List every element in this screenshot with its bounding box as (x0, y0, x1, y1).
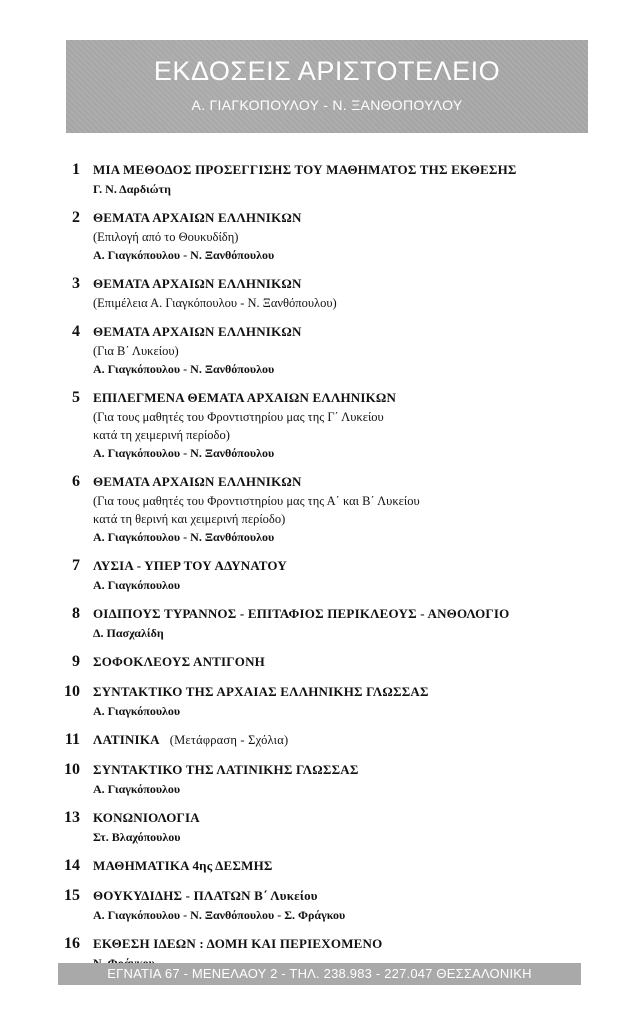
publisher-header (66, 40, 588, 133)
book-title: ΛΑΤΙΝΙΚΑ (93, 732, 160, 747)
book-author: Α. Γιαγκόπουλου - Ν. Ξανθόπουλου (93, 446, 275, 460)
book-author: Γ. Ν. Δαρδιώτη (93, 182, 171, 196)
book-title-line (93, 730, 608, 750)
book-note: (Για τους μαθητές του Φροντιστηρίου μας της Α΄ και Β΄ Λυκείου (93, 494, 420, 508)
book-author: Α. Γιαγκόπουλου - Ν. Ξανθόπουλου (93, 248, 275, 262)
book-title: ΣΟΦΟΚΛΕΟΥΣ ΑΝΤΙΓΟΝΗ (93, 654, 265, 669)
book-author: Α. Γιαγκόπουλου - Ν. Ξανθόπουλου (93, 362, 275, 376)
book-title: ΘΕΜΑΤΑ ΑΡΧΑΙΩΝ ΕΛΛΗΝΙΚΩΝ (93, 474, 302, 489)
book-item (48, 556, 608, 594)
book-item (48, 682, 608, 720)
book-title: ΕΠΙΛΕΓΜΕΝΑ ΘΕΜΑΤΑ ΑΡΧΑΙΩΝ ΕΛΛΗΝΙΚΩΝ (93, 390, 397, 405)
book-title: ΘΕΜΑΤΑ ΑΡΧΑΙΩΝ ΕΛΛΗΝΙΚΩΝ (93, 324, 302, 339)
book-item (48, 652, 608, 672)
book-note: (Επιλογή από το Θουκυδίδη) (93, 230, 239, 244)
book-title: ΜΑΘΗΜΑΤΙΚΑ 4ης ΔΕΣΜΗΣ (93, 858, 273, 873)
book-number: 14 (64, 857, 80, 874)
book-number: 3 (72, 275, 80, 292)
publisher-authors: Α. ΓΙΑΓΚΟΠΟΥΛΟΥ - Ν. ΞΑΝΘΟΠΟΥΛΟΥ (191, 97, 463, 113)
book-note: κατά τη χειμερινή περίοδο) (93, 428, 230, 442)
book-author: Στ. Βλαχόπουλου (93, 830, 181, 844)
book-number: 8 (72, 605, 80, 622)
book-title: ΘΕΜΑΤΑ ΑΡΧΑΙΩΝ ΕΛΛΗΝΙΚΩΝ (93, 276, 302, 291)
book-note: κατά τη θερινή και χειμερινή περίοδο) (93, 512, 286, 526)
book-author: Α. Γιαγκόπουλου (93, 782, 181, 796)
book-number: 2 (72, 209, 80, 226)
book-author: Α. Γιαγκόπουλου - Ν. Ξανθόπουλου - Σ. Φράγκου (93, 908, 346, 922)
book-item (48, 856, 608, 876)
book-title: ΣΥΝΤΑΚΤΙΚΟ ΤΗΣ ΛΑΤΙΝΙΚΗΣ ΓΛΩΣΣΑΣ (93, 762, 359, 777)
book-item (48, 208, 608, 264)
footer-address: ΕΓΝΑΤΙΑ 67 - ΜΕΝΕΛΑΟΥ 2 - ΤΗΛ. 238.983 - 227.047 ΘΕΣΣΑΛΟΝΙΚΗ (58, 963, 581, 985)
book-item (48, 472, 608, 546)
book-title: ΘΕΜΑΤΑ ΑΡΧΑΙΩΝ ΕΛΛΗΝΙΚΩΝ (93, 210, 302, 225)
book-number: 10 (64, 683, 80, 700)
book-author: Α. Γιαγκόπουλου (93, 704, 181, 718)
book-title: ΕΚΘΕΣΗ ΙΔΕΩΝ : ΔΟΜΗ ΚΑΙ ΠΕΡΙΕΧΟΜΕΝΟ (93, 936, 383, 951)
book-number: 10 (64, 761, 80, 778)
book-item (48, 760, 608, 798)
book-note: (Για τους μαθητές του Φροντιστηρίου μας της Γ΄ Λυκείου (93, 410, 384, 424)
book-number: 9 (72, 653, 80, 670)
book-item (48, 388, 608, 462)
book-number: 7 (72, 557, 80, 574)
publisher-name: ΕΚΔΟΣΕΙΣ ΑΡΙΣΤΟΤΕΛΕΙΟ (153, 56, 501, 86)
book-item (48, 274, 608, 312)
book-author: Δ. Πασχαλίδη (93, 626, 164, 640)
book-title: ΟΙΔΙΠΟΥΣ ΤΥΡΑΝΝΟΣ - ΕΠΙΤΑΦΙΟΣ ΠΕΡΙΚΛΕΟΥΣ - ΑΝΘΟΛΟΓΙΟ (93, 606, 510, 621)
book-item (48, 604, 608, 642)
book-subnote: (Μετάφραση - Σχόλια) (169, 733, 289, 747)
book-item (48, 808, 608, 846)
book-list (48, 160, 608, 982)
book-note: (Επιμέλεια Α. Γιαγκόπουλου - Ν. Ξανθόπουλου) (93, 296, 337, 310)
book-number: 16 (64, 935, 80, 952)
book-title: ΜΙΑ ΜΕΘΟΔΟΣ ΠΡΟΣΕΓΓΙΣΗΣ ΤΟΥ ΜΑΘΗΜΑΤΟΣ ΤΗΣ ΕΚΘΕΣΗΣ (93, 162, 517, 177)
book-number: 1 (72, 161, 80, 178)
book-number: 4 (72, 323, 80, 340)
book-number: 6 (72, 473, 80, 490)
book-note: (Για Β΄ Λυκείου) (93, 344, 179, 358)
book-title: ΛΥΣΙΑ - ΥΠΕΡ ΤΟΥ ΑΔΥΝΑΤΟΥ (93, 558, 287, 573)
book-item (48, 160, 608, 198)
book-author: Α. Γιαγκόπουλου (93, 578, 181, 592)
book-item (48, 886, 608, 924)
book-item (48, 322, 608, 378)
book-number: 5 (72, 389, 80, 406)
book-number: 15 (64, 887, 80, 904)
book-number: 11 (64, 731, 80, 748)
book-title: ΚΟΝΩΝΙΟΛΟΓΙΑ (93, 810, 200, 825)
book-title: ΣΥΝΤΑΚΤΙΚΟ ΤΗΣ ΑΡΧΑΙΑΣ ΕΛΛΗΝΙΚΗΣ ΓΛΩΣΣΑΣ (93, 684, 429, 699)
book-title: ΘΟΥΚΥΔΙΔΗΣ - ΠΛΑΤΩΝ Β΄ Λυκείου (93, 888, 318, 903)
book-author: Α. Γιαγκόπουλου - Ν. Ξανθόπουλου (93, 530, 275, 544)
book-item (48, 730, 608, 750)
book-number: 13 (64, 809, 80, 826)
